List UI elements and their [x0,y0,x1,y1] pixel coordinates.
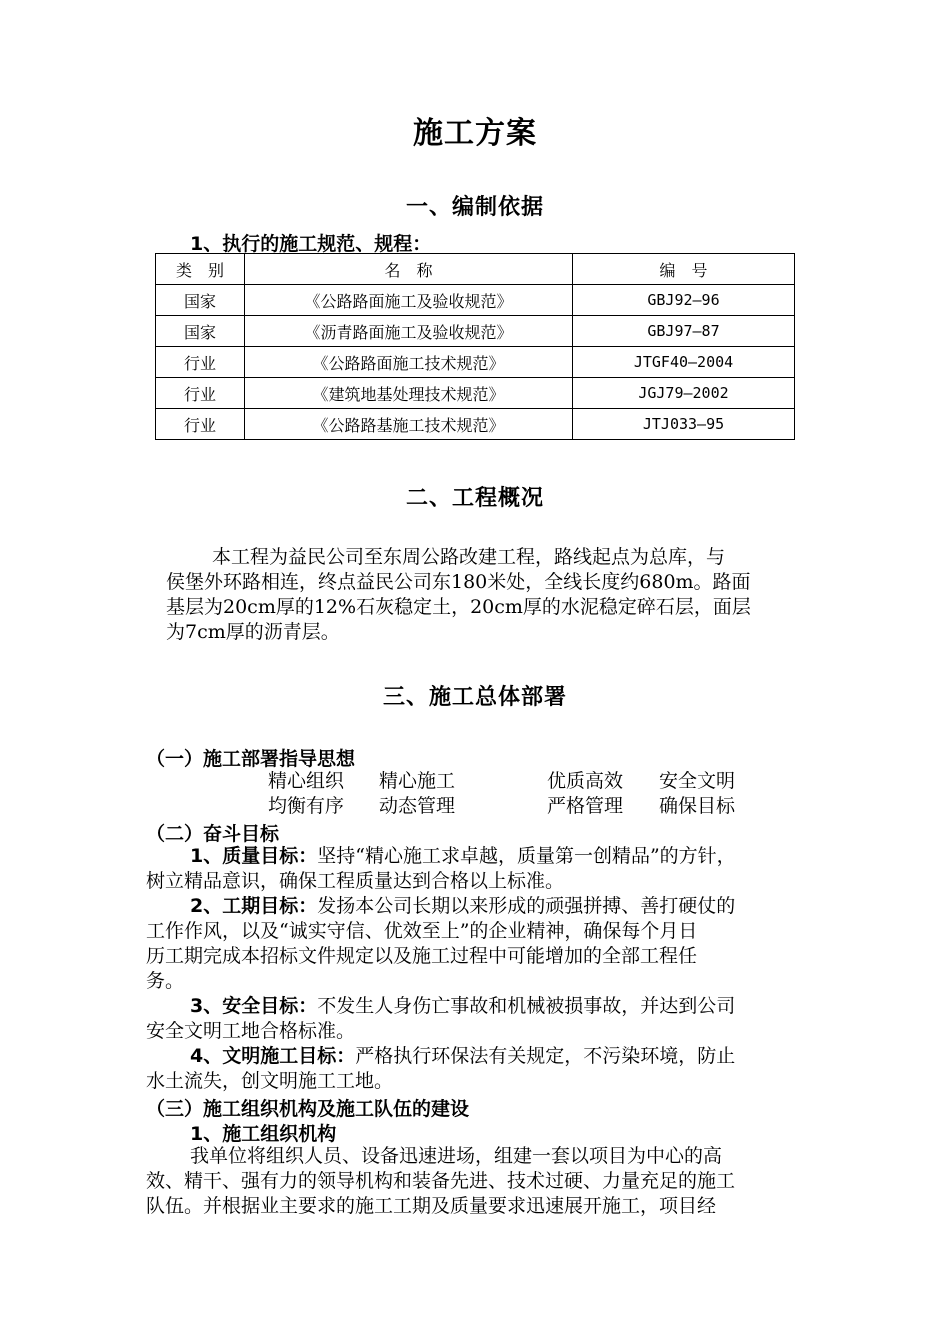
cell-category: 行业 [156,378,245,409]
goal-civilized [190,1044,735,1069]
part3-subheading: 1、施工组织机构 [190,1123,337,1145]
goal-text-line: 历工期完成本招标文件规定以及施工过程中可能增加的全部工程任 [146,945,698,967]
goal-quality [190,844,736,869]
header-name: 名 称 [245,254,573,285]
page-title: 施工方案 [413,116,537,151]
goal-label: 1、质量目标： [190,845,318,867]
goal-label: 3、安全目标： [190,995,318,1017]
table-row [156,316,795,347]
principle-item: 精心施工 [379,770,456,792]
principle-item: 优质高效 [547,770,624,792]
part2-heading: （二）奋斗目标 [146,823,280,845]
principle-item: 严格管理 [547,795,624,817]
table-row [156,347,795,378]
cell-code: JTGF40—2004 [573,347,795,378]
section1-subheading: 1、执行的施工规范、规程： [190,233,432,255]
goal-label: 4、文明施工目标： [190,1045,356,1067]
goal-text: 发扬本公司长期以来形成的顽强拼搏、善打硬仗的 [317,895,736,917]
cell-category: 行业 [156,347,245,378]
table-header-row [156,254,795,285]
principle-item: 安全文明 [659,770,736,792]
section1-heading: 一、编制依据 [405,195,544,220]
cell-code: JTJ033—95 [573,409,795,440]
goal-text-line: 水土流失，创文明施工工地。 [146,1070,394,1092]
principle-item: 均衡有序 [268,795,345,817]
part1-heading: （一）施工部署指导思想 [146,748,356,770]
goal-text: 坚持“精心施工求卓越，质量第一创精品”的方针， [317,845,736,867]
table-row [156,285,795,316]
goal-text-line: 务。 [146,970,185,992]
principle-item: 确保目标 [659,795,736,817]
cell-name: 《建筑地基处理技术规范》 [245,378,573,409]
cell-category: 国家 [156,316,245,347]
org-line: 队伍。并根据业主要求的施工工期及质量要求迅速展开施工，项目经 [146,1195,717,1217]
principle-item: 动态管理 [379,795,456,817]
cell-code: GBJ97—87 [573,316,795,347]
table-row [156,378,795,409]
goal-text-line: 安全文明工地合格标准。 [146,1020,356,1042]
section2-heading: 二、工程概况 [405,486,544,511]
goal-text: 不发生人身伤亡事故和机械被损事故，并达到公司 [317,995,736,1017]
header-code: 编 号 [573,254,795,285]
cell-name: 《公路路面施工及验收规范》 [245,285,573,316]
section3-heading: 三、施工总体部署 [382,685,567,710]
overview-line: 侯堡外环路相连，终点益民公司东180米处，全线长度约680m。路面 [166,571,751,593]
principle-item: 精心组织 [268,770,345,792]
cell-code: JGJ79—2002 [573,378,795,409]
goal-text-line: 工作作风，以及“诚实守信、优效至上”的企业精神，确保每个月日 [146,920,698,942]
cell-category: 国家 [156,285,245,316]
overview-line: 基层为20cm厚的12%石灰稳定土，20cm厚的水泥稳定碎石层，面层 [166,596,751,618]
header-category: 类 别 [156,254,245,285]
table-row [156,409,795,440]
goal-text: 严格执行环保法有关规定，不污染环境，防止 [355,1045,736,1067]
standards-table [155,253,795,440]
overview-line: 为7cm厚的沥青层。 [166,621,340,643]
part3-heading: （三）施工组织机构及施工队伍的建设 [146,1098,470,1120]
org-line: 效、精干、强有力的领导机构和装备先进、技术过硬、力量充足的施工 [146,1170,736,1192]
cell-name: 《公路路基施工技术规范》 [245,409,573,440]
org-line: 我单位将组织人员、设备迅速进场，组建一套以项目为中心的高 [190,1145,723,1167]
overview-line: 本工程为益民公司至东周公路改建工程，路线起点为总库，与 [212,546,726,568]
cell-name: 《沥青路面施工及验收规范》 [245,316,573,347]
goal-label: 2、工期目标： [190,895,318,917]
cell-code: GBJ92—96 [573,285,795,316]
cell-category: 行业 [156,409,245,440]
goal-schedule [190,894,735,919]
goal-safety [190,994,735,1019]
cell-name: 《公路路面施工技术规范》 [245,347,573,378]
goal-text-line: 树立精品意识，确保工程质量达到合格以上标准。 [146,870,565,892]
